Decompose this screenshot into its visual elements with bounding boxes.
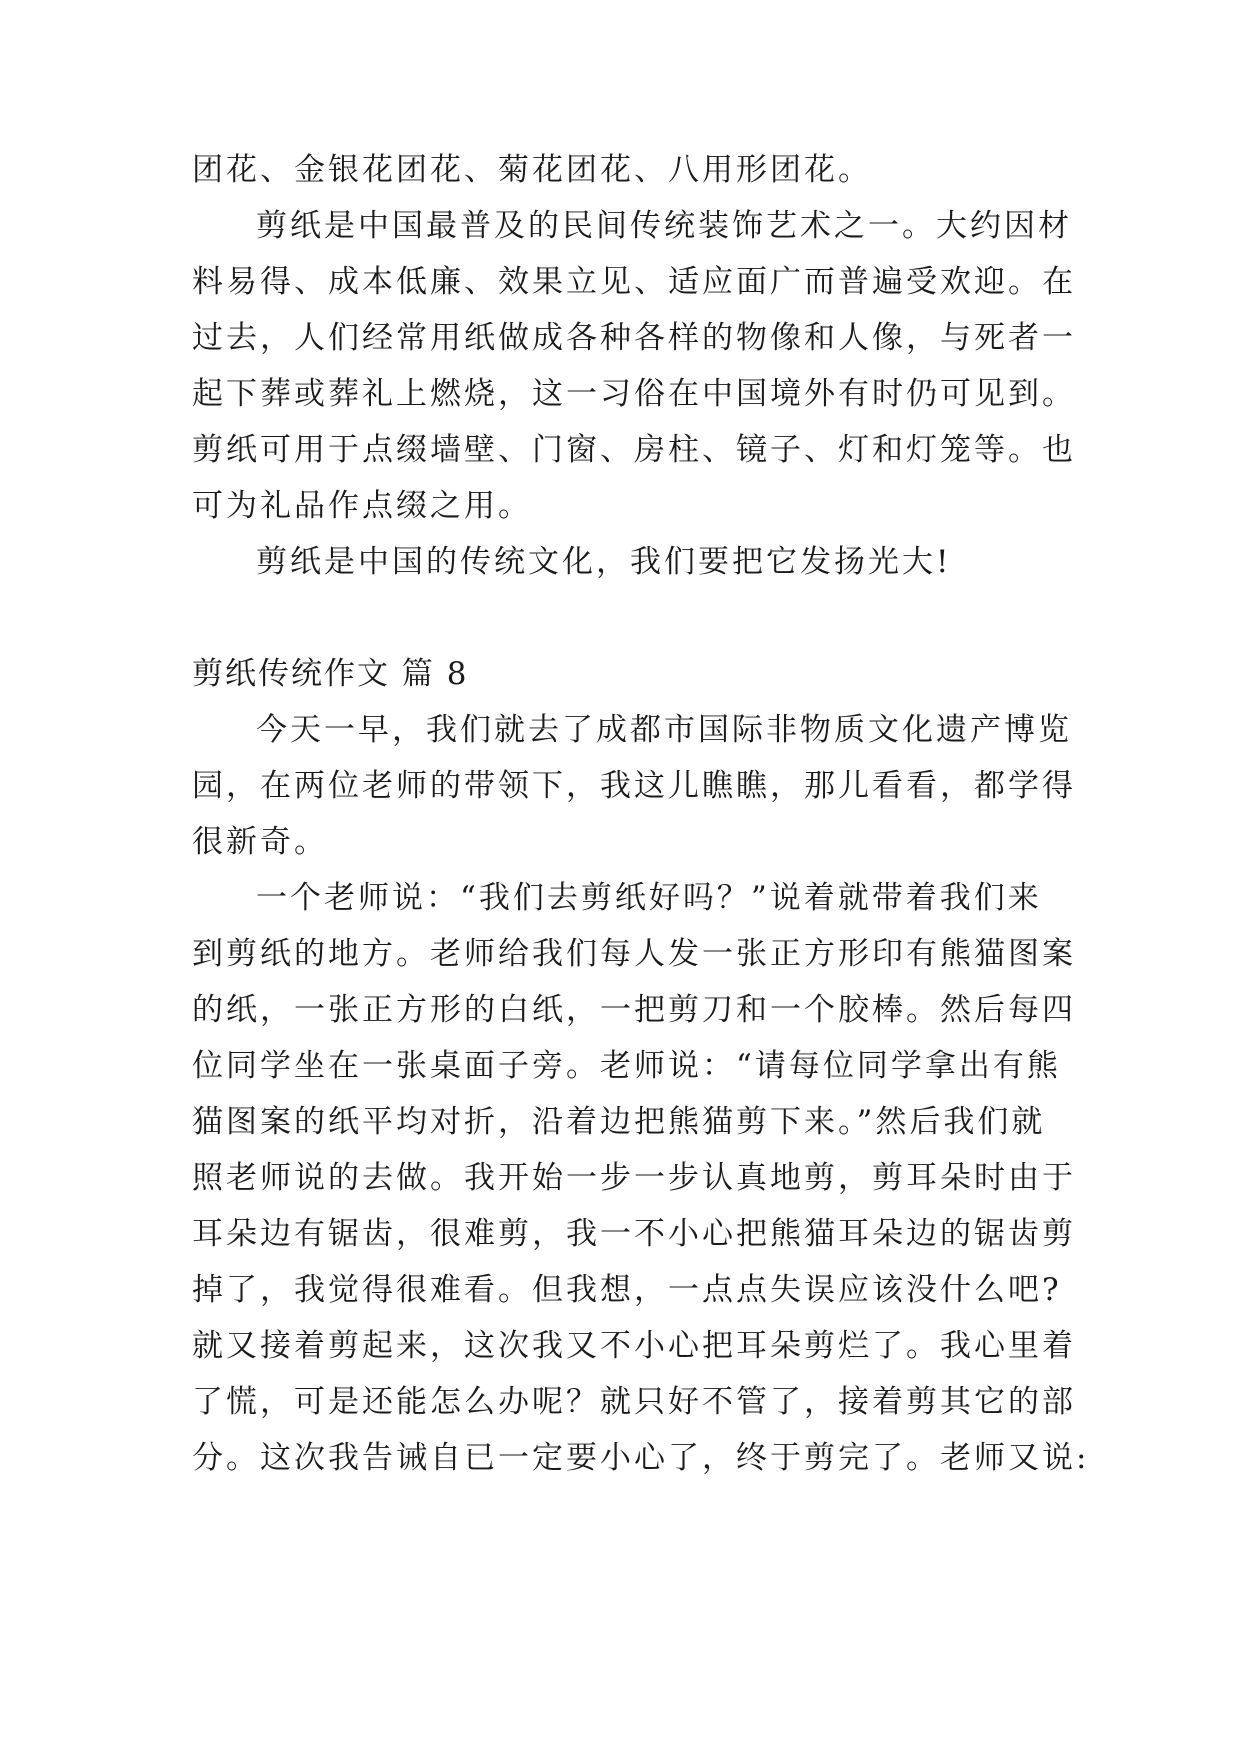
- paragraph-line: 猫图案的纸平均对折，沿着边把熊猫剪下来。”然后我们就: [192, 1104, 1046, 1140]
- paragraph-line: 剪纸是中国最普及的民间传统装饰艺术之一。大约因材: [256, 208, 1072, 244]
- paragraph-line: 很新奇。: [192, 824, 328, 860]
- paragraph-line: 园，在两位老师的带领下，我这儿瞧瞧，那儿看看，都学得: [192, 768, 1076, 804]
- paragraph-line: 可为礼品作点缀之用。: [192, 488, 532, 524]
- paragraph-line: 今天一早，我们就去了成都市国际非物质文化遗产博览: [256, 712, 1072, 748]
- paragraph-line: 了慌，可是还能怎么办呢？就只好不管了，接着剪其它的部: [192, 1384, 1076, 1420]
- paragraph-line: 剪纸是中国的传统文化，我们要把它发扬光大!: [256, 544, 952, 580]
- paragraph-line: 分。这次我告诫自已一定要小心了，终于剪完了。老师又说:: [192, 1440, 1090, 1476]
- paragraph-line: 照老师说的去做。我开始一步一步认真地剪，剪耳朵时由于: [192, 1160, 1076, 1196]
- paragraph-line: 就又接着剪起来，这次我又不小心把耳朵剪烂了。我心里着: [192, 1328, 1076, 1364]
- paragraph-line: 掉了，我觉得很难看。但我想，一点点失误应该没什么吧?: [192, 1272, 1062, 1308]
- paragraph-line: 位同学坐在一张桌面子旁。老师说：“请每位同学拿出有熊: [192, 1048, 1061, 1084]
- paragraph-line: 起下葬或葬礼上燃烧，这一习俗在中国境外有时仍可见到。: [192, 376, 1076, 412]
- paragraph-line: 团花、金银花团花、菊花团花、八用形团花。: [192, 152, 872, 188]
- paragraph-line: 过去，人们经常用纸做成各种各样的物像和人像，与死者一: [192, 320, 1076, 356]
- paragraph-line: 剪纸可用于点缀墙壁、门窗、房柱、镜子、灯和灯笼等。也: [192, 432, 1076, 468]
- section-heading: 剪纸传统作文 篇 8: [192, 656, 469, 692]
- paragraph-line: 到剪纸的地方。老师给我们每人发一张正方形印有熊猫图案: [192, 936, 1076, 972]
- paragraph-line: 一个老师说：“我们去剪纸好吗？”说着就带着我们来: [256, 880, 1042, 916]
- paragraph-line: 耳朵边有锯齿，很难剪，我一不小心把熊猫耳朵边的锯齿剪: [192, 1216, 1076, 1252]
- paragraph-line: 的纸，一张正方形的白纸，一把剪刀和一个胶棒。然后每四: [192, 992, 1076, 1028]
- paragraph-line: 料易得、成本低廉、效果立见、适应面广而普遍受欢迎。在: [192, 264, 1076, 300]
